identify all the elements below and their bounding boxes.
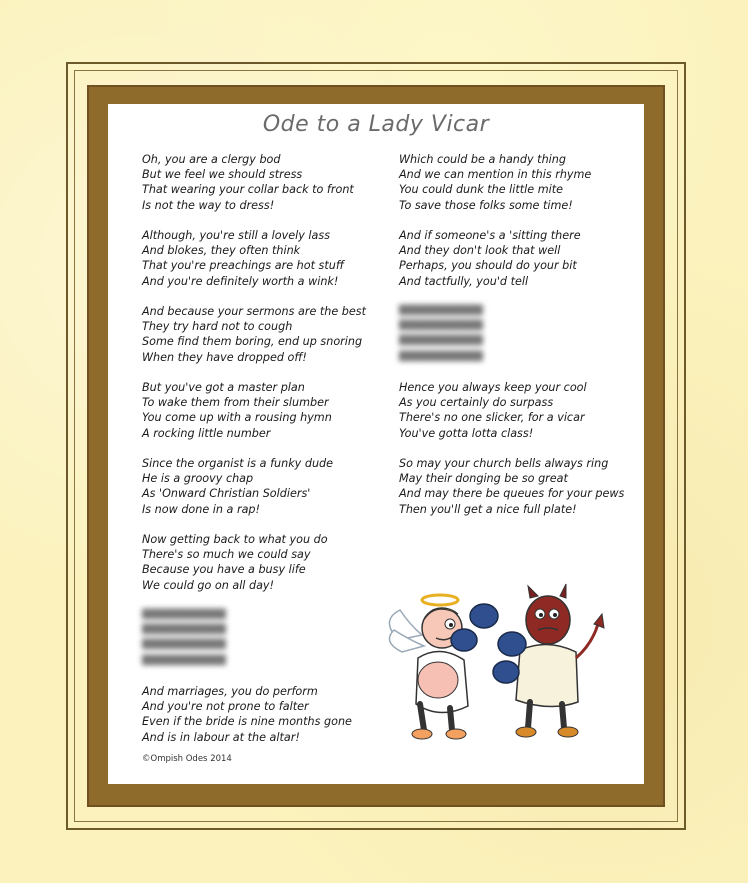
poem-line: Some find them boring, end up snoring [142,335,363,349]
poem-line: ██████████████ [142,640,225,651]
poem-line: There's no one slicker, for a vicar [399,411,585,425]
stanza [142,380,382,441]
poem-line: Because you have a busy life [142,563,306,577]
poem-line: As you certainly do surpass [399,396,554,410]
poem-line: He is a groovy chap [142,472,254,486]
poem-line: Is now done in a rap! [142,502,261,516]
poem-line: Which could be a handy thing [399,153,566,166]
devil-figure [493,584,604,737]
poem-line: And tactfully, you'd tell [399,274,529,288]
stanza [142,684,382,745]
poem-line: To wake them from their slumber [142,396,329,410]
poem-line: They try hard not to cough [142,320,293,334]
poem-line: Now getting back to what you do [142,533,328,546]
stanza [142,228,382,289]
poem-line: Even if the bride is nine months gone [142,715,352,729]
angel-figure [389,595,498,739]
poem-line: ██████████████ [142,625,225,636]
stanza [399,456,629,517]
poem-line: And may there be queues for your pews [399,487,625,501]
poem-sheet [108,104,644,784]
copyright-notice: ©Ompish Odes 2014 [142,754,232,764]
poem-line: That you're preachings are hot stuff [142,259,344,273]
poem-line: ██████████████ [399,306,482,316]
poem-line: You could dunk the little mite [399,183,563,197]
poem-line: And you're definitely worth a wink! [142,274,339,288]
stanza [142,532,382,593]
poem-line: ██████████████ [399,351,482,362]
poem-line: Is not the way to dress! [142,198,275,212]
stanza [142,304,382,365]
poem-line: Oh, you are a clergy bod [142,153,281,166]
poem-line: And you're not prone to falter [142,700,309,714]
stanza [142,152,382,213]
poem-line: But you've got a master plan [142,381,305,394]
poem-line: There's so much we could say [142,548,311,562]
blurred-stanza [142,608,382,669]
poem-line: And we can mention in this rhyme [399,168,592,182]
blurred-stanza [399,304,629,365]
poem-line: And blokes, they often think [142,244,301,258]
poem-title: Ode to a Lady Vicar [262,112,490,137]
poem-line: That wearing your collar back to front [142,183,354,197]
poem-line: ██████████████ [142,655,225,666]
poem-line: When they have dropped off! [142,350,307,364]
stanza [142,456,382,517]
poem-line: Perhaps, you should do your bit [399,259,577,273]
poem-line: You've gotta lotta class! [399,426,534,440]
poem-line: And if someone's a 'sitting there [399,229,581,242]
poem-line: So may your church bells always ring [399,457,609,470]
poem-line: We could go on all day! [142,578,275,592]
poem-line: And they don't look that well [399,244,561,258]
poem-line: But we feel we should stress [142,168,303,182]
poem-line: ██████████████ [399,321,482,332]
poem-line: Hence you always keep your cool [399,381,587,394]
poem-line: ██████████████ [399,336,482,347]
poem-line: As 'Onward Christian Soldiers' [142,487,311,501]
poem-line: A rocking little number [142,426,271,440]
poem-line: You come up with a rousing hymn [142,411,332,425]
stanza [399,152,629,213]
poem-line: Although, you're still a lovely lass [142,229,331,242]
angel-devil-illustration [380,580,610,756]
stanza [399,380,629,441]
poem-line: And is in labour at the altar! [142,730,300,744]
left-column [142,152,382,760]
poem-line: ██████████████ [142,610,225,620]
poem-line: To save those folks some time! [399,198,573,212]
poem-line: Then you'll get a nice full plate! [399,502,577,516]
poem-line: May their donging be so great [399,472,568,486]
stanza [399,228,629,289]
poem-line: And marriages, you do perform [142,685,318,698]
right-column [399,152,629,532]
poem-line: Since the organist is a funky dude [142,457,334,470]
poem-line: And because your sermons are the best [142,305,367,318]
